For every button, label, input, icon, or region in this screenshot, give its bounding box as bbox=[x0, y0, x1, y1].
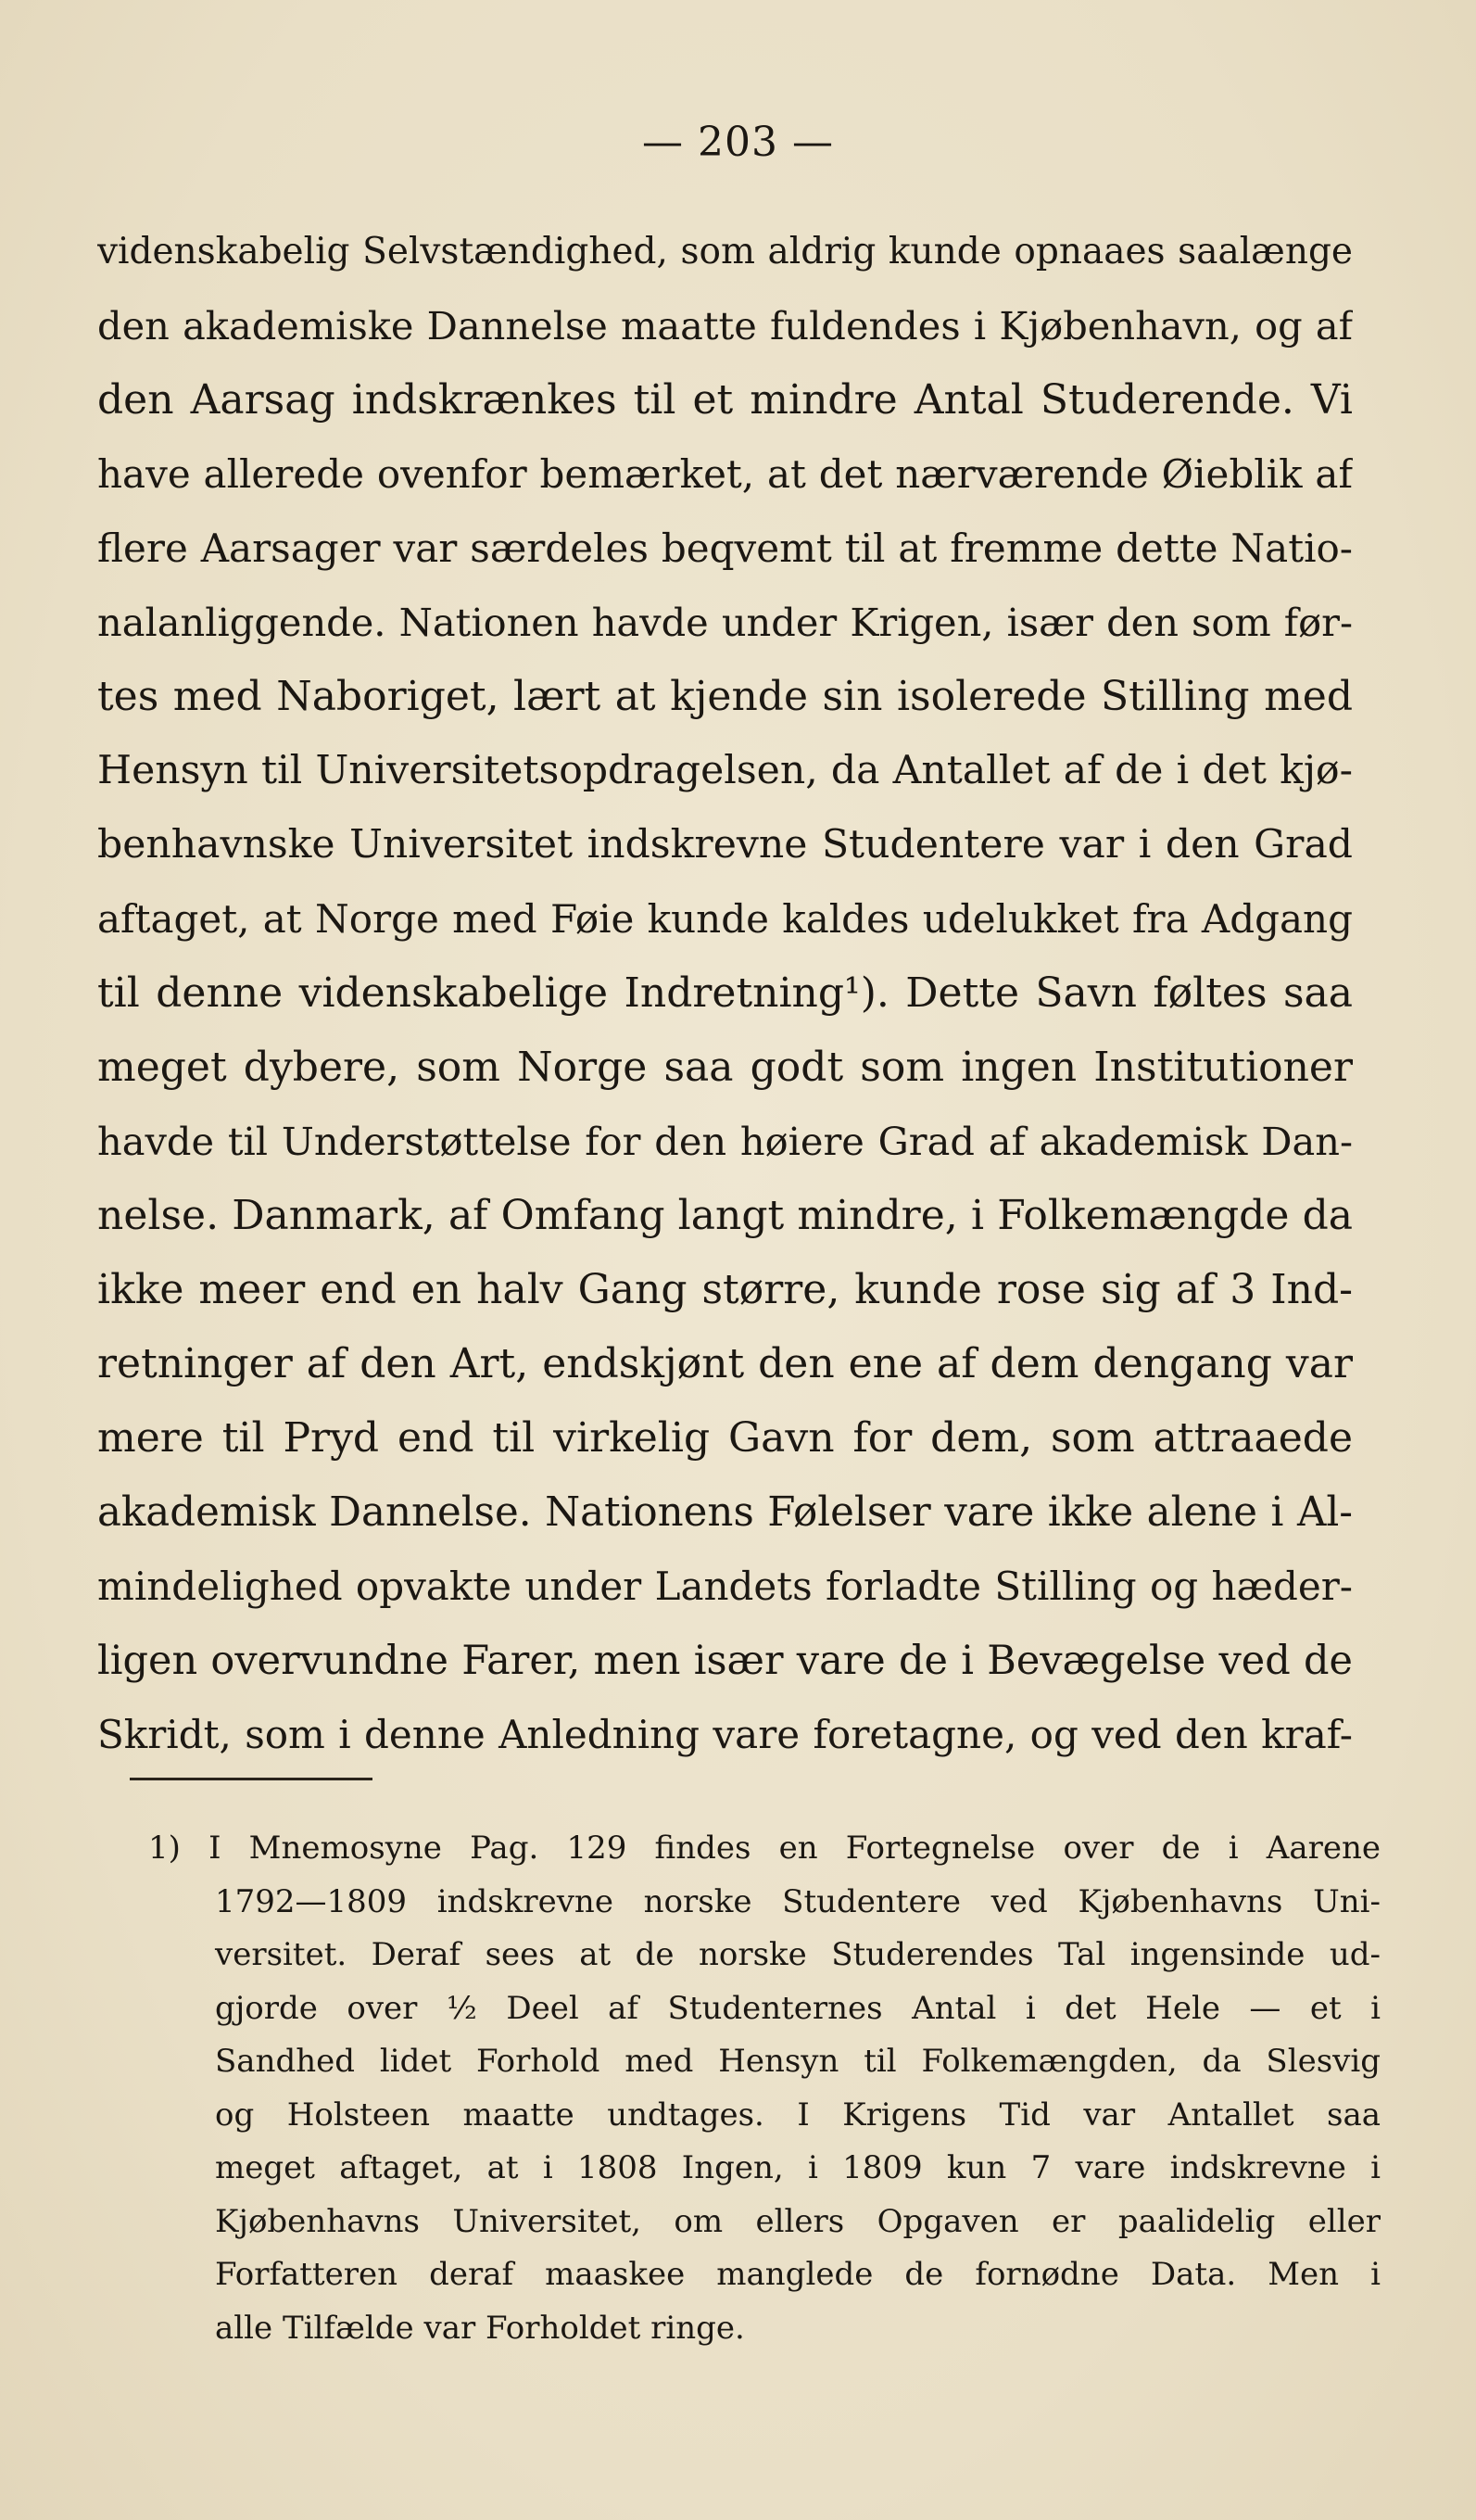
body-line: benhavnske Universitet indskrevne Studentere var i den Grad bbox=[97, 822, 1353, 867]
body-line: ikke meer end en halv Gang større, kunde rose sig af 3 Ind- bbox=[97, 1266, 1353, 1313]
body-line: retninger af den Art, endskjønt den ene af dem dengang var bbox=[97, 1340, 1353, 1387]
body-line: akademisk Dannelse. Nationens Følelser vare ikke alene i Al- bbox=[97, 1489, 1353, 1536]
footnote-line: Sandhed lidet Forhold med Hensyn til Folkemængden, da Slesvig bbox=[215, 2043, 1381, 2080]
body-line: den akademiske Dannelse maatte fuldendes i Kjøbenhavn, og af bbox=[97, 303, 1353, 348]
body-line: Skridt, som i denne Anledning vare foretagne, og ved den kraf- bbox=[97, 1712, 1353, 1757]
footnote-line: Kjøbenhavns Universitet, om ellers Opgaven er paalidelig eller bbox=[215, 2202, 1381, 2240]
body-text bbox=[97, 215, 1353, 1772]
body-line: til denne videnskabelige Indretning¹). Dette Savn føltes saa bbox=[97, 969, 1353, 1017]
body-line: havde til Understøttelse for den høiere Grad af akademisk Dan- bbox=[97, 1119, 1353, 1164]
body-line: ligen overvundne Farer, men især vare de i Bevægelse ved de bbox=[97, 1638, 1353, 1684]
footnote-line: Forfatteren deraf maaskee manglede de fornødne Data. Men i bbox=[215, 2256, 1381, 2293]
body-line: videnskabelig Selvstændighed, som aldrig kunde opnaaes saalænge bbox=[97, 231, 1353, 272]
body-line: tes med Naboriget, lært at kjende sin isolerede Stilling med bbox=[97, 673, 1353, 720]
footnote-line: meget aftaget, at i 1808 Ingen, i 1809 kun 7 vare indskrevne i bbox=[215, 2149, 1381, 2186]
footnote bbox=[148, 1822, 1381, 2355]
body-line: Hensyn til Universitetsopdragelsen, da Antallet af de i det kjø- bbox=[97, 748, 1353, 793]
footnote-line: 1) I Mnemosyne Pag. 129 findes en Fortegnelse over de i Aarene bbox=[148, 1830, 1381, 1867]
body-line: den Aarsag indskrænkes til et mindre Antal Studerende. Vi bbox=[97, 376, 1353, 424]
body-line: mindelighed opvakte under Landets forladte Stilling og hæder- bbox=[97, 1564, 1353, 1609]
body-line: mere til Pryd end til virkelig Gavn for dem, som attraaede bbox=[97, 1414, 1353, 1462]
footnote-line: alle Tilfælde var Forholdet ringe. bbox=[215, 2309, 745, 2347]
footnote-line: versitet. Deraf sees at de norske Studerendes Tal ingensinde ud- bbox=[215, 1936, 1381, 1973]
footnote-line: 1792—1809 indskrevne norske Studentere ved Kjøbenhavns Uni- bbox=[215, 1882, 1381, 1920]
footnote-line: og Holsteen maatte undtages. I Krigens Tid var Antallet saa bbox=[215, 2096, 1381, 2134]
footnote-separator bbox=[130, 1778, 372, 1780]
page-number: — 203 — bbox=[642, 119, 834, 166]
body-line: have allerede ovenfor bemærket, at det nærværende Øieblik af bbox=[97, 451, 1353, 497]
body-line: nalanliggende. Nationen havde under Krigen, især den som før- bbox=[97, 600, 1353, 645]
footnote-line: gjorde over ½ Deel af Studenternes Antal i det Hele — et i bbox=[215, 1989, 1381, 2027]
body-line: aftaget, at Norge med Føie kunde kaldes udelukket fra Adgang bbox=[97, 896, 1353, 942]
body-line: nelse. Danmark, af Omfang langt mindre, i Folkemængde da bbox=[97, 1192, 1353, 1239]
body-line: flere Aarsager var særdeles beqvemt til at fremme dette Natio- bbox=[97, 526, 1353, 571]
body-line: meget dybere, som Norge saa godt som ingen Institutioner bbox=[97, 1044, 1353, 1091]
